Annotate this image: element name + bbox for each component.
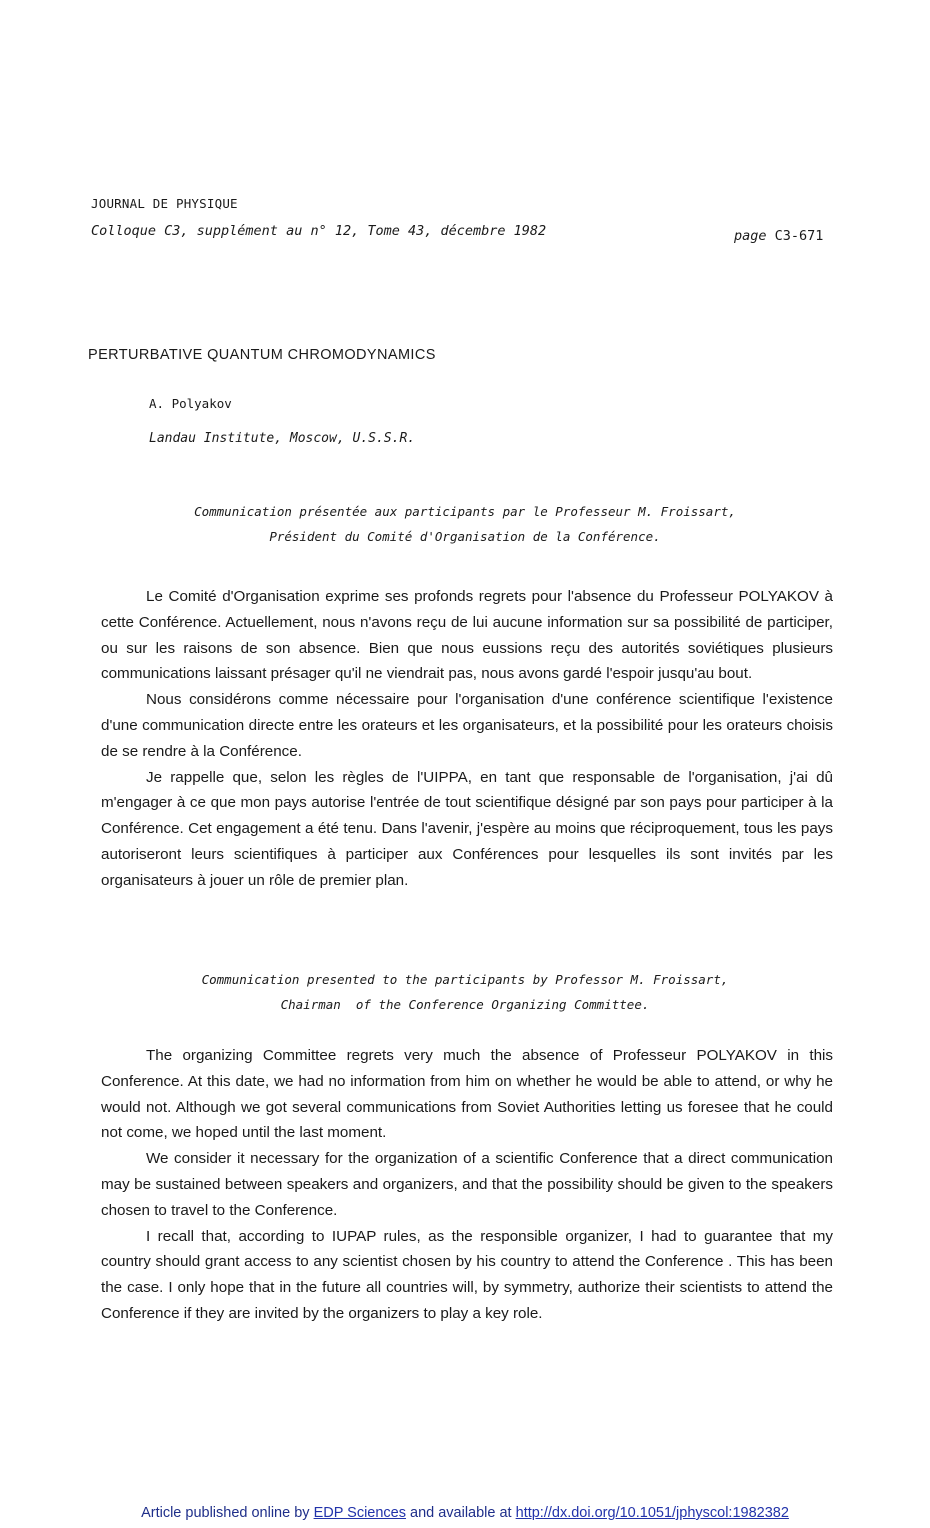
- colloque-issue-line: Colloque C3, supplément au n° 12, Tome 43, décembre 1982: [91, 223, 547, 239]
- english-paragraph-2: We consider it necessary for the organization of a scientific Conference that a direct communication may be sustained between speakers and organizers, and that the possibility should be given to the speakers chosen to travel to the Conference.: [101, 1150, 833, 1219]
- page-number: [734, 228, 823, 244]
- french-paragraph-1: Le Comité d'Organisation exprime ses profonds regrets pour l'absence du Professeur POLYAKOV à cette Conférence. Actuellement, nous n'avons reçu de lui aucune information sur sa possibilité de participer, ou sur les raisons de son absence. Bien que nous eussions reçu des autorités soviétiques plusieurs communications laissant présager qu'il ne viendrait pas, nous avons gardé l'espoir jusqu'au bout.: [101, 588, 833, 683]
- footer-middle: and available at: [405, 1505, 516, 1521]
- french-body: [101, 584, 833, 894]
- journal-name: JOURNAL DE PHYSIQUE: [91, 196, 238, 211]
- page-word: page: [734, 228, 767, 244]
- publisher-link[interactable]: EDP Sciences: [313, 1505, 406, 1521]
- page-number-value: C3-671: [774, 228, 824, 244]
- english-heading-line-1: Communication presented to the participants by Professor M. Froissart,: [201, 972, 729, 987]
- english-body: [101, 1043, 833, 1327]
- author-affiliation: Landau Institute, Moscow, U.S.S.R.: [149, 431, 416, 446]
- doi-link[interactable]: http://dx.doi.org/10.1051/jphyscol:1982382: [515, 1505, 789, 1521]
- paper-title: PERTURBATIVE QUANTUM CHROMODYNAMICS: [88, 347, 436, 363]
- french-heading-line-2: Président du Comité d'Organisation de la Conférence.: [269, 529, 661, 544]
- publication-footer: [0, 1505, 930, 1521]
- footer-prefix: Article published online by: [141, 1505, 314, 1521]
- english-communication-heading: [0, 967, 930, 1017]
- french-communication-heading: [0, 499, 930, 549]
- author-name: A. Polyakov: [149, 396, 232, 411]
- english-heading-line-2: Chairman of the Conference Organizing Committee.: [280, 997, 650, 1012]
- english-paragraph-1: The organizing Committee regrets very much the absence of Professeur POLYAKOV in this Conference. At this date, we had no information from him on whether he would be able to attend, or why he would not. Although we got several communications from Soviet Authorities letting us foresee that he could not come, we hoped until the last moment.: [101, 1047, 833, 1142]
- english-paragraph-3: I recall that, according to IUPAP rules, as the responsible organizer, I had to guarantee that my country should grant access to any scientist chosen by his country to attend the Conference . This has been the case. I only hope that in the future all countries will, by symmetry, authorize their scientists to attend the Conference if they are invited by the organizers to play a key role.: [101, 1227, 833, 1322]
- french-heading-line-1: Communication présentée aux participants par le Professeur M. Froissart,: [194, 504, 736, 519]
- french-paragraph-2: Nous considérons comme nécessaire pour l'organisation d'une conférence scientifique l'existence d'une communication directe entre les orateurs et les organisateurs, et la possibilité pour les orateurs choisis de se rendre à la Conférence.: [101, 691, 833, 760]
- french-paragraph-3: Je rappelle que, selon les règles de l'UIPPA, en tant que responsable de l'organisation, j'ai dû m'engager à ce que mon pays autorise l'entrée de tout scientifique désigné par son pays pour participer à la Conférence. Cet engagement a été tenu. Dans l'avenir, j'espère au moins que réciproquement, tous les pays autoriseront leurs scientifiques à participer aux Conférences pour lesquelles ils sont invités par les organisateurs à jouer un rôle de premier plan.: [101, 768, 833, 889]
